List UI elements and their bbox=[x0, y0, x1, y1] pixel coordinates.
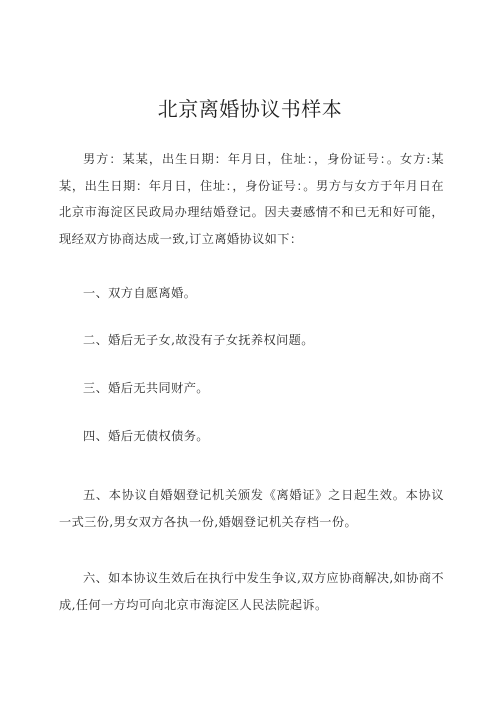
clause-1: 一、双方自愿离婚。 bbox=[83, 286, 197, 300]
document-title: 北京离婚协议书样本 bbox=[157, 97, 343, 121]
clause-3: 三、婚后无共同财产。 bbox=[83, 381, 209, 395]
intro-paragraph: 男方：某某，出生日期：年月日，住址：，身份证号：。女方:某某，出生日期：年月日，住址：，身份证号：。男方与女方于年月日在北京市海淀区民政局办理结婚登记。因夫妻感情不和已无和好可能，现经双方协商达成一致,订立离婚协议如下： bbox=[59, 152, 444, 246]
clause-6: 六、如本协议生效后在执行中发生争议,双方应协商解决,如协商不成,任何一方均可向北京市海淀区人民法院起诉。 bbox=[59, 571, 444, 612]
clause-2: 二、婚后无子女,故没有子女抚养权问题。 bbox=[83, 333, 314, 347]
clause-4: 四、婚后无债权债务。 bbox=[83, 429, 209, 443]
clause-5: 五、本协议自婚姻登记机关颁发《离婚证》之日起生效。本协议一式三份,男女双方各执一份,婚姻登记机关存档一份。 bbox=[59, 488, 444, 529]
